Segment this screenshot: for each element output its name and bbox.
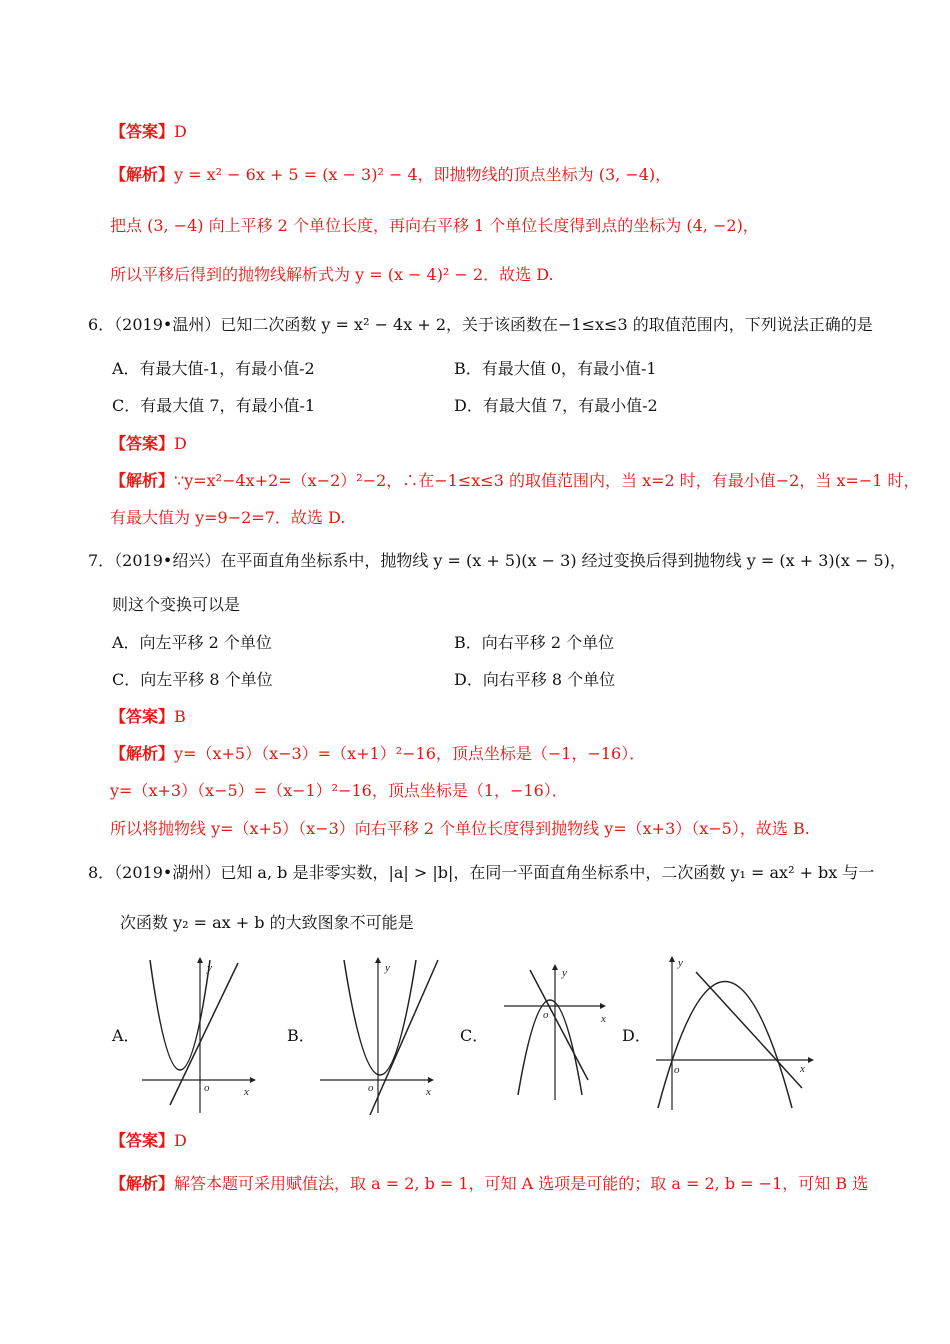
q8-stem-2: 次函数 y₂ = ax + b 的大致图象不可能是: [120, 913, 414, 932]
q6-option-d: D．有最大值 7，有最小值-2: [454, 396, 658, 415]
parabola: [658, 982, 792, 1109]
q5-analysis-3: 所以平移后得到的抛物线解析式为 y = (x − 4)² − 2．故选 D.: [110, 265, 554, 284]
line: [696, 972, 802, 1088]
origin-label: o: [674, 1064, 680, 1076]
q6-option-c: C．有最大值 7，有最小值-1: [112, 396, 316, 415]
fig-a-label: A．: [112, 1026, 140, 1045]
q6-option-a: A．有最大值-1，有最小值-2: [112, 359, 315, 378]
x-axis-label: x: [800, 1063, 805, 1075]
y-axis-label: y: [562, 967, 567, 979]
q6-option-b: B．有最大值 0，有最小值-1: [454, 359, 657, 378]
parabola: [150, 960, 210, 1070]
q6-answer: 【答案】D: [110, 434, 187, 453]
x-axis-label: x: [244, 1086, 249, 1098]
q7-option-d: D．向右平移 8 个单位: [454, 670, 616, 689]
q8-analysis-1: 【解析】解答本题可采用赋值法，取 a = 2, b = 1，可知 A 选项是可能的；取 a = 2, b = −1，可知 B 选: [110, 1174, 869, 1193]
origin-label: o: [368, 1082, 374, 1094]
q8-answer: 【答案】D: [110, 1131, 187, 1150]
q6-stem: 6．（2019•温州）已知二次函数 y = x² − 4x + 2，关于该函数在−1≤x≤3 的取值范围内，下列说法正确的是: [88, 315, 873, 334]
x-axis-label: x: [601, 1013, 606, 1025]
y-axis-label: y: [678, 957, 683, 969]
q6-analysis-1: 【解析】∵y=x²−4x+2=（x−2）²−2，∴在−1≤x≤3 的取值范围内，当 x=2 时，有最小值−2，当 x=−1 时，: [110, 471, 920, 490]
q5-analysis-1: 【解析】y = x² − 6x + 5 = (x − 3)² − 4，即抛物线的顶点坐标为 (3, −4)，: [110, 165, 672, 184]
q7-option-b: B．向右平移 2 个单位: [454, 633, 615, 652]
y-axis-label: y: [207, 962, 212, 974]
parabola: [344, 960, 416, 1075]
q6-analysis-2: 有最大值为 y=9−2=7．故选 D.: [110, 508, 346, 527]
graph-d: [650, 950, 820, 1115]
q8-stem-1: 8．（2019•湖州）已知 a, b 是非零实数，|a| > |b|，在同一平面直角坐标系中，二次函数 y₁ = ax² + bx 与一: [88, 863, 875, 882]
q7-analysis-3: 所以将抛物线 y=（x+5）（x−3）向右平移 2 个单位长度得到抛物线 y=（x+3）（x−5），故选 B.: [110, 819, 810, 838]
origin-label: o: [204, 1082, 210, 1094]
line: [530, 970, 588, 1080]
q7-option-c: C．向左平移 8 个单位: [112, 670, 273, 689]
y-axis-label: y: [385, 962, 390, 974]
graph-a: [140, 955, 265, 1115]
q7-analysis-2: y=（x+3）（x−5）=（x−1）²−16，顶点坐标是（1，−16）．: [110, 781, 568, 800]
parabola: [518, 1000, 582, 1095]
x-axis-label: x: [426, 1086, 431, 1098]
q7-option-a: A．向左平移 2 个单位: [112, 633, 272, 652]
q5-answer: 【答案】D: [110, 122, 187, 141]
fig-c-label: C．: [460, 1026, 489, 1045]
q7-answer: 【答案】B: [110, 707, 186, 726]
graph-b: [318, 955, 443, 1115]
q7-analysis-1: 【解析】y=（x+5）（x−3）=（x+1）²−16，顶点坐标是（−1，−16）．: [110, 744, 646, 763]
q7-stem-2: 则这个变换可以是: [112, 595, 241, 614]
q5-analysis-2: 把点 (3, −4) 向上平移 2 个单位长度，再向右平移 1 个单位长度得到点的坐标为 (4, −2)，: [110, 216, 759, 235]
graph-c: [500, 960, 620, 1105]
fig-d-label: D．: [622, 1026, 651, 1045]
origin-label: o: [543, 1009, 549, 1021]
fig-b-label: B．: [287, 1026, 315, 1045]
q7-stem-1: 7．（2019•绍兴）在平面直角坐标系中，抛物线 y = (x + 5)(x − 3) 经过变换后得到抛物线 y = (x + 3)(x − 5)，: [88, 551, 906, 570]
